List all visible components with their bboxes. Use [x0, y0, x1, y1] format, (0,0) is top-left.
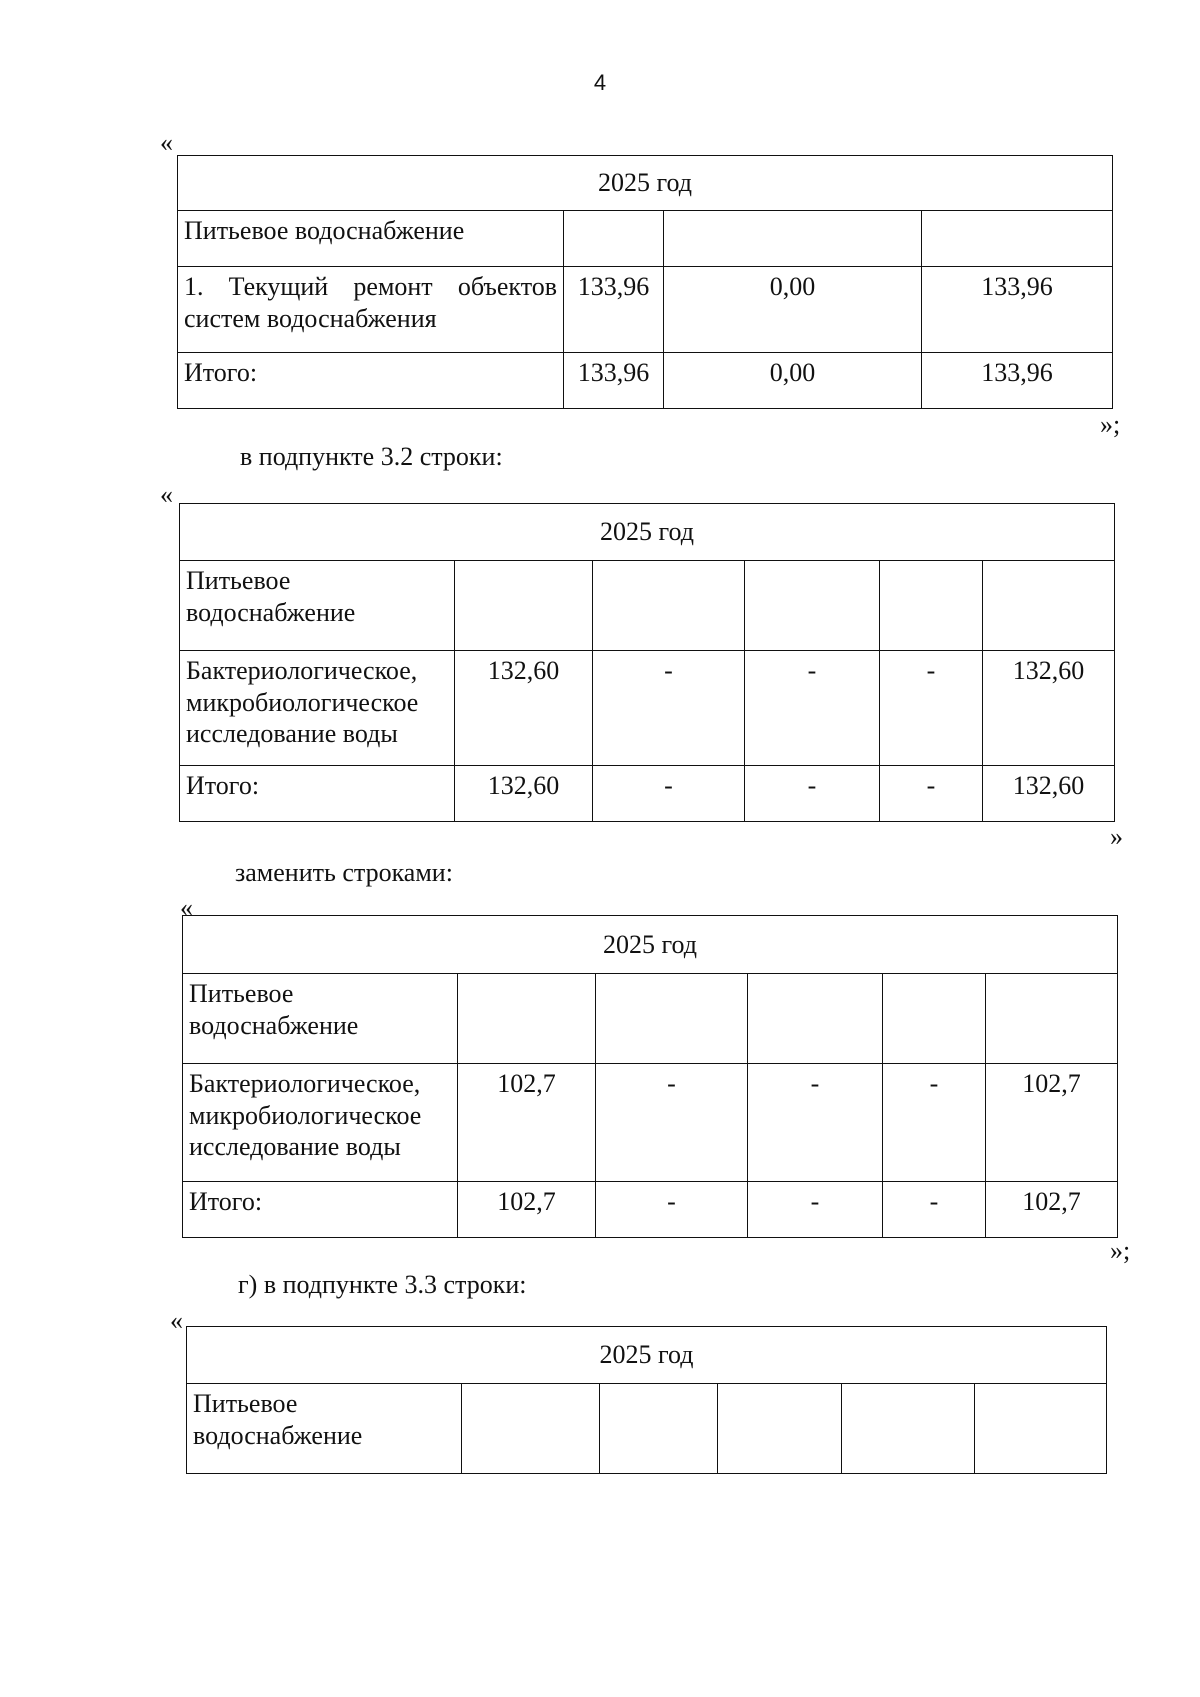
row-name: Бактериологическое, микробиологическое исследование воды [183, 1064, 458, 1182]
cell-value: 132,60 [983, 651, 1115, 766]
cell-value: - [593, 651, 745, 766]
cell-value: - [596, 1182, 748, 1238]
table-row [180, 766, 1115, 822]
cell-value: - [748, 1064, 883, 1182]
year-header: 2025 год [180, 504, 1115, 561]
closing-quote: »; [1110, 1236, 1131, 1265]
closing-quote: » [1110, 822, 1123, 851]
table-row [183, 1064, 1118, 1182]
section-label: Питьевое водоснабжение [178, 211, 564, 267]
table-row [180, 651, 1115, 766]
section-label: Питьевое водоснабжение [187, 1384, 462, 1474]
section-label: Питьевое водоснабжение [183, 974, 458, 1064]
cell-value: - [593, 766, 745, 822]
table-water-testing-old [179, 503, 1115, 822]
cell-value: - [596, 1064, 748, 1182]
cell-value: - [883, 1182, 986, 1238]
row-name: Итого: [183, 1182, 458, 1238]
cell-value: 102,7 [458, 1182, 596, 1238]
cell-value: - [745, 766, 880, 822]
cell-value: 133,96 [564, 267, 664, 353]
row-name: Бактериологическое, микробиологическое исследование воды [180, 651, 455, 766]
paragraph-subclause-3-3: г) в подпункте 3.3 строки: [238, 1270, 527, 1299]
paragraph-subclause-3-2: в подпункте 3.2 строки: [240, 442, 503, 471]
opening-quote: « [160, 128, 173, 157]
cell-value: 0,00 [664, 353, 922, 409]
cell-value: 102,7 [986, 1182, 1118, 1238]
cell-value: 133,96 [922, 267, 1113, 353]
cell-value: 132,60 [455, 766, 593, 822]
cell-value: - [880, 651, 983, 766]
opening-quote: « [180, 893, 193, 922]
year-header: 2025 год [183, 916, 1118, 974]
page-number: 4 [593, 70, 607, 95]
table-subclause-3-3 [186, 1326, 1107, 1474]
closing-quote: »; [1100, 410, 1121, 439]
row-name: Итого: [180, 766, 455, 822]
table-row [178, 353, 1113, 409]
row-name: 1. Текущий ремонт объектов систем водоснабжения [178, 267, 564, 353]
year-header: 2025 год [187, 1327, 1107, 1384]
table-water-testing-new [182, 915, 1118, 1238]
cell-value: - [748, 1182, 883, 1238]
paragraph-replace-with: заменить строками: [235, 858, 453, 887]
cell-value: 133,96 [922, 353, 1113, 409]
year-header: 2025 год [178, 156, 1113, 211]
cell-value: 102,7 [458, 1064, 596, 1182]
opening-quote: « [160, 480, 173, 509]
cell-value: 102,7 [986, 1064, 1118, 1182]
cell-value: 132,60 [455, 651, 593, 766]
cell-value: 133,96 [564, 353, 664, 409]
cell-value: - [745, 651, 880, 766]
cell-value: 0,00 [664, 267, 922, 353]
row-name: Итого: [178, 353, 564, 409]
cell-value: 132,60 [983, 766, 1115, 822]
table-row [178, 267, 1113, 353]
cell-value: - [880, 766, 983, 822]
table-row [183, 1182, 1118, 1238]
cell-value: - [883, 1064, 986, 1182]
section-label: Питьевое водоснабжение [180, 561, 455, 651]
opening-quote: « [170, 1306, 183, 1335]
table-current-repair [177, 155, 1113, 409]
